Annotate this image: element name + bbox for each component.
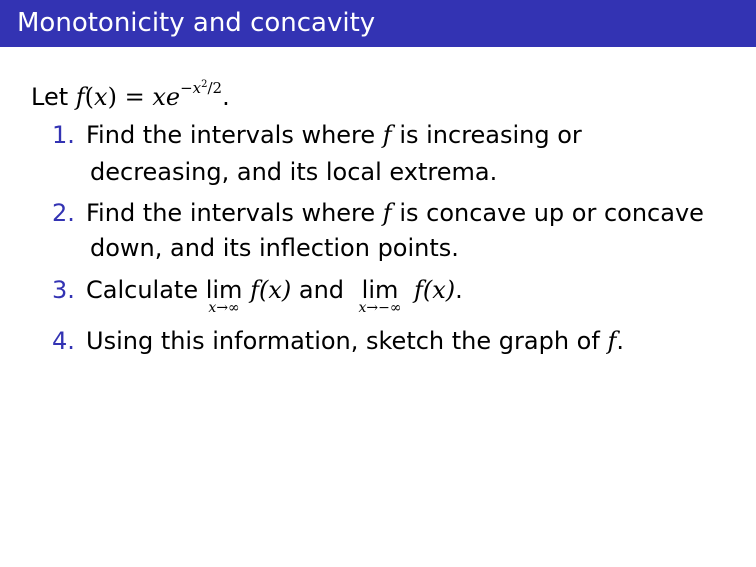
intro-lparen: ( (84, 83, 95, 111)
list-item-1 (52, 120, 582, 150)
intro-period: . (222, 83, 230, 111)
limit-2-label: lim (361, 276, 399, 304)
exponent-two: 2 (201, 79, 208, 90)
intro-x: x (94, 83, 108, 111)
list-item-2 (52, 198, 704, 228)
intro-rparen-eq: ) = (107, 83, 153, 111)
item-4-end: . (616, 327, 624, 355)
list-item-3 (52, 275, 463, 316)
item-3-number: 3. (52, 276, 75, 304)
item-1-number: 1. (52, 121, 75, 149)
intro-f: f (75, 83, 85, 111)
list-item-2-line2: down, and its inflection points. (90, 234, 459, 262)
limit-1-fx: f(x) (250, 276, 292, 304)
limit-2-fx: f(x) (414, 276, 456, 304)
item-2-text-b: is concave up or concave (391, 199, 704, 227)
intro-xe: xe (152, 83, 181, 111)
item-4-number: 4. (52, 327, 75, 355)
item-1-f: f (382, 121, 392, 149)
exponent-minus-x: −x (180, 79, 202, 97)
limit-1-subscript: x→∞ (208, 300, 240, 316)
intro-exponent (180, 79, 222, 97)
limit-1 (205, 275, 243, 316)
exponent-tail: /2 (207, 79, 223, 97)
item-2-text-a: Find the intervals where (86, 199, 383, 227)
limit-2 (358, 275, 402, 316)
item-3-and: and (291, 276, 352, 304)
item-3-calc: Calculate (86, 276, 206, 304)
intro-definition (31, 79, 230, 118)
limit-1-label: lim (205, 276, 243, 304)
intro-prefix: Let (31, 83, 76, 111)
title-bar (0, 0, 756, 47)
item-1-text-a: Find the intervals where (86, 121, 383, 149)
item-2-number: 2. (52, 199, 75, 227)
list-item-1-line2: decreasing, and its local extrema. (90, 158, 498, 186)
item-4-text: Using this information, sketch the graph of (86, 327, 608, 355)
list-item-4 (52, 326, 624, 356)
limit-2-subscript: x→−∞ (358, 300, 402, 316)
item-2-f: f (382, 199, 392, 227)
item-3-end: . (455, 276, 463, 304)
slide-title: Monotonicity and concavity (17, 8, 376, 38)
item-4-f: f (607, 327, 617, 355)
item-1-text-b: is increasing or (391, 121, 582, 149)
